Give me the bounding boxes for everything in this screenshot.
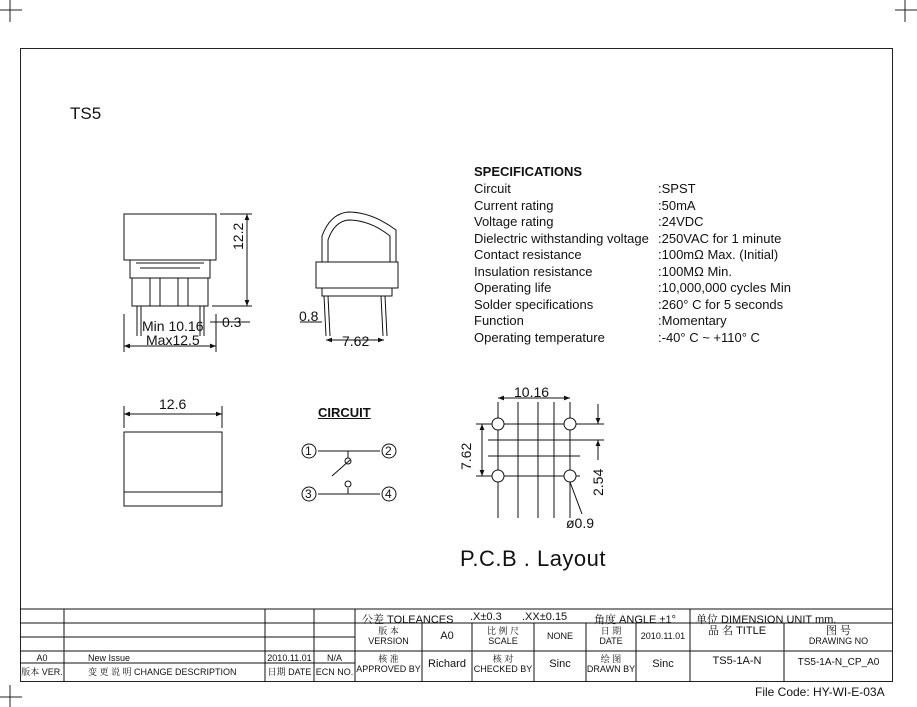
spec-value: :100mΩ Max. (Initial): [658, 247, 779, 262]
front-max-width-dim: Max12.5: [146, 332, 200, 348]
hdr-ecn: ECN NO.: [315, 667, 354, 677]
date-header: 日 期 DATE: [599, 626, 623, 646]
spec-label: Operating life: [474, 280, 552, 295]
rev-desc: New Issue: [88, 653, 131, 663]
rev-ecn: N/A: [326, 653, 342, 663]
version-value: A0: [440, 630, 454, 642]
spec-label: Dielectric withstanding voltage: [474, 230, 649, 246]
front-min-width-dim: Min 10.16: [142, 318, 204, 334]
spec-value: :Momentary: [658, 313, 727, 328]
spec-label: Operating temperature: [474, 329, 605, 345]
dimension-unit: 单位 DIMENSION UNIT mm.: [696, 614, 837, 626]
rev-ver: A0: [36, 653, 48, 663]
drawn-header: 绘 图 DRAWN BY: [586, 654, 636, 674]
approved-value: Richard: [428, 658, 466, 670]
date-value: 2010.11.01: [640, 631, 686, 641]
side-pin-dim: 0.8: [299, 308, 319, 324]
scale-value: NONE: [546, 631, 573, 641]
pcb-width-dim: 10.16: [514, 384, 550, 400]
front-height-dim: 12.2: [230, 222, 246, 250]
circuit-pin-4: 4: [385, 487, 392, 501]
circuit-schematic: [302, 444, 396, 501]
hdr-desc: 变 更 说 明 CHANGE DESCRIPTION: [88, 667, 237, 677]
hdr-date: 日期 DATE: [267, 667, 312, 677]
pcb-layout-drawing: [476, 398, 604, 518]
side-pitch-dim: 7.62: [342, 333, 370, 349]
part-title: TS5: [70, 104, 102, 123]
rev-date: 2010.11.01: [267, 653, 312, 663]
spec-label: Voltage rating: [474, 214, 554, 229]
title-header: 品 名 TITLE: [707, 625, 767, 637]
spec-label: Contact resistance: [474, 247, 582, 262]
top-width-dim: 12.6: [159, 396, 187, 412]
checked-header: 核 对 CHECKED BY: [473, 654, 533, 674]
spec-label: Solder specifications: [474, 296, 594, 312]
spec-label: Current rating: [474, 197, 554, 213]
spec-value: :10,000,000 cycles Min: [658, 280, 791, 295]
front-offset-dim: 0.3: [222, 314, 242, 330]
circuit-pin-3: 3: [305, 487, 312, 501]
tolerance-x: .X±0.3: [470, 611, 502, 623]
spec-value: :50mA: [658, 197, 696, 213]
drawn-value: Sinc: [652, 658, 674, 670]
spec-value: :260° C for 5 seconds: [658, 296, 784, 312]
tolerances-label: 公差 TOLEANCES: [362, 614, 454, 626]
angle-tolerance: 角度 ANGLE ±1°: [594, 614, 676, 626]
pcb-height-dim: 7.62: [458, 442, 474, 470]
pcb-hole-dim: ø0.9: [566, 515, 595, 531]
drawing-no-header: 图 号 DRAWING NO: [808, 625, 869, 646]
file-code: File Code: HY-WI-E-03A: [755, 685, 885, 699]
scale-header: 比 例 尺 SCALE: [486, 626, 519, 646]
version-header: 版 本 VERSION: [368, 626, 409, 646]
pcb-caption: P.C.B . Layout: [460, 546, 607, 571]
circuit-pin-2: 2: [385, 444, 392, 458]
spec-value: :100MΩ Min.: [658, 263, 733, 279]
spec-value: :250VAC for 1 minute: [658, 230, 782, 246]
top-view-drawing: [124, 406, 222, 506]
drawing-no-value: TS5-1A-N_CP_A0: [797, 657, 880, 668]
circuit-pin-1: 1: [305, 444, 312, 458]
spec-label: Insulation resistance: [474, 263, 593, 279]
title-value: TS5-1A-N: [712, 655, 762, 667]
spec-label: Function: [474, 313, 524, 328]
pcb-grid-dim: 2.54: [590, 468, 606, 496]
hdr-ver: 版本 VER.: [21, 667, 63, 677]
spec-heading: SPECIFICATIONS: [474, 164, 583, 179]
tolerance-xx: .XX±0.15: [522, 611, 568, 623]
circuit-title: CIRCUIT: [318, 405, 371, 420]
checked-value: Sinc: [549, 658, 571, 670]
spec-label: Circuit: [474, 181, 511, 196]
approved-header: 核 准 APPROVED BY: [356, 654, 421, 674]
spec-value: :-40° C ~ +110° C: [658, 329, 760, 345]
spec-value: :24VDC: [658, 214, 704, 229]
spec-value: :SPST: [658, 181, 696, 196]
